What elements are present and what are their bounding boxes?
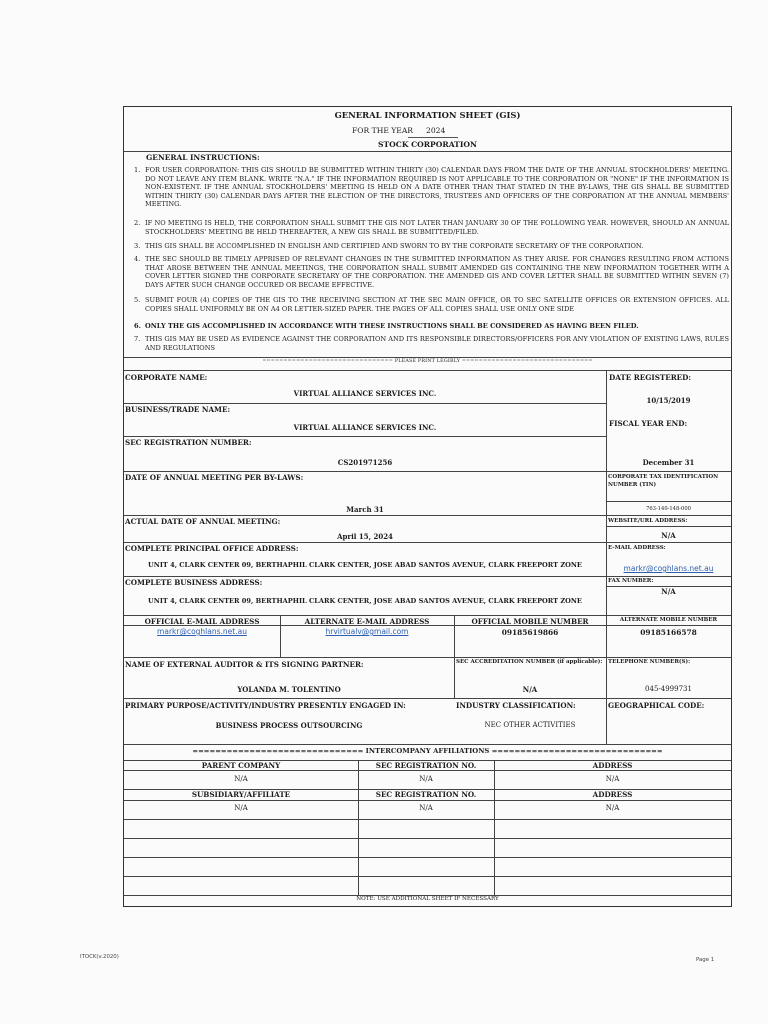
divider: [124, 403, 606, 404]
divider: [124, 542, 731, 543]
form-code: ITOCK(v.2020): [80, 954, 119, 960]
subsidiary-label: SUBSIDIARY/AFFILIATE: [191, 790, 291, 799]
alternate-email-label: ALTERNATE E-MAIL ADDRESS: [304, 617, 430, 626]
email-label: E-MAIL ADDRESS:: [608, 545, 666, 551]
subsidiary-sec-label: SEC REGISTRATION NO.: [375, 790, 477, 799]
divider: [124, 515, 731, 516]
telephone-label: TELEPHONE NUMBER(S):: [608, 659, 691, 665]
instruction-text: IF NO MEETING IS HELD, THE CORPORATION SHALL SUBMIT THE GIS NOT LATER THAN JANUARY 30 OF THE FOLLOWING YEAR. HOWEVER, SHOULD AN ANNUAL STOCKHOLDERS' MEETING BE HELD THEREAFTER, A NEW GIS SHALL BE SUBMITTED/FILED.: [145, 219, 729, 236]
year-value: 2024: [426, 126, 446, 135]
instruction-number: 4.: [134, 255, 141, 263]
divider: [124, 800, 731, 801]
header-divider: [124, 151, 731, 152]
divider: [124, 857, 731, 858]
date-registered-value: 10/15/2019: [646, 396, 691, 405]
divider: [124, 819, 731, 820]
instruction-number: 2.: [134, 219, 141, 227]
instructions-heading: GENERAL INSTRUCTIONS:: [146, 153, 260, 162]
divider: [124, 698, 731, 699]
actual-meeting-label: ACTUAL DATE OF ANNUAL MEETING:: [125, 517, 281, 526]
auditor-value: YOLANDA M. TOLENTINO: [237, 685, 341, 694]
print-legibly-banner: =============================== PLEASE PRINT LEGIBLY ===============================: [262, 359, 593, 364]
instruction-item: [134, 255, 729, 291]
telephone-value: 045-4999731: [645, 685, 692, 693]
instruction-text: THE SEC SHOULD BE TIMELY APPRISED OF RELEVANT CHANGES IN THE SUBMITTED INFORMATION AS THEY ARISE. FOR CHANGES RESULTING FROM ACTIONS THAT AROSE BETWEEN THE ANNUAL MEETINGS, THE CORPORATION SHALL SUBMIT AMENDED GIS CONTAINING THE NEW INFORMATION TOGETHER WITH A COVER LETTER SIGNED THE CORPORATE SECRETARY OF THE CORPORATION. THE AMENDED GIS AND COVER LETTER SHALL BE SUBMITTED WITHIN SEVEN (7) DAYS AFTER SUCH CHANGE OCCURED OR BECAME EFFECTIVE.: [145, 255, 729, 289]
instruction-item: [134, 296, 729, 314]
sec-accreditation-label: SEC ACCREDITATION NUMBER (if applicable):: [456, 659, 603, 665]
alternate-mobile-value: 09185166578: [640, 628, 697, 637]
divider: [124, 471, 731, 472]
business-address-label: COMPLETE BUSINESS ADDRESS:: [125, 578, 263, 587]
divider: [124, 657, 731, 658]
actual-meeting-value: April 15, 2024: [337, 532, 393, 541]
instruction-number: 3.: [134, 242, 141, 250]
corporate-name-label: CORPORATE NAME:: [125, 373, 208, 382]
parent-address-label: ADDRESS: [592, 761, 633, 770]
parent-company-value: N/A: [234, 775, 248, 783]
business-address-value: UNIT 4, CLARK CENTER 09, BERTHAPHIL CLARK CENTER, JOSE ABAD SANTOS AVENUE, CLARK FREEPORT ZONE: [148, 597, 582, 605]
instruction-item: [134, 322, 729, 331]
instruction-text: THIS GIS MAY BE USED AS EVIDENCE AGAINST THE CORPORATION AND ITS RESPONSIBLE DIRECTORS/OFFICERS FOR ANY VIOLATION OF EXISTING LAWS, RULES AND REGULATIONS: [145, 335, 729, 352]
official-email-link[interactable]: markr@coghlans.net.au: [157, 627, 247, 636]
divider: [124, 838, 731, 839]
trade-name-value: VIRTUAL ALLIANCE SERVICES INC.: [293, 423, 437, 432]
corp-type: STOCK CORPORATION: [378, 140, 477, 149]
form-title: GENERAL INFORMATION SHEET (GIS): [334, 110, 521, 120]
divider: [124, 876, 731, 877]
website-value: N/A: [661, 531, 676, 540]
instruction-text: FOR USER CORPORATION: THIS GIS SHOULD BE SUBMITTED WITHIN THIRTY (30) CALENDAR DAYS FROM THE DATE OF THE ANNUAL STOCKHOLDERS' MEETING. DO NOT LEAVE ANY ITEM BLANK. WRITE "N.A." IF THE INFORMATION REQUIRED IS NOT APPLICABLE TO THE CORPORATION OR "NONE" IF THE INFORMATION IS NON-EXISTENT. IF THE ANNUAL STOCKHOLDERS' MEETING IS HELD ON A DATE OTHER THAN THAT STATED IN THE BY-LAWS, THE GIS SHALL BE SUBMITTED WITHIN THIRTY (30) CALENDAR DAYS AFTER THE ELECTION OF THE DIRECTORS, TRUSTEES AND OFFICERS OF THE CORPORATION AT THE ANNUAL MEMBERS' MEETING.: [145, 166, 729, 209]
divider: [124, 615, 731, 616]
annual-meeting-bylaws-value: March 31: [346, 505, 384, 514]
parent-sec-label: SEC REGISTRATION NO.: [375, 761, 477, 770]
sec-registration-label: SEC REGISTRATION NUMBER:: [125, 438, 252, 447]
annual-meeting-bylaws-label: DATE OF ANNUAL MEETING PER BY-LAWS:: [125, 473, 304, 482]
divider: [606, 501, 731, 502]
official-mobile-value: 09185619866: [501, 628, 559, 637]
instruction-item: [134, 219, 729, 237]
page-number: Page 1: [696, 957, 715, 963]
alternate-email-link[interactable]: hrvirtualv@gmail.com: [325, 627, 409, 636]
instruction-number: 7.: [134, 335, 141, 343]
fiscal-year-end-label: FISCAL YEAR END:: [609, 419, 688, 428]
tin-value: 763-140-148-000: [646, 506, 691, 512]
instruction-item: [134, 166, 729, 210]
corporate-name-value: VIRTUAL ALLIANCE SERVICES INC.: [293, 389, 437, 398]
divider: [124, 576, 731, 577]
instruction-item: [134, 335, 729, 353]
divider: [606, 526, 731, 527]
sec-accreditation-value: N/A: [522, 685, 538, 694]
divider: [124, 436, 606, 437]
fax-label: FAX NUMBER:: [608, 578, 654, 584]
year-underline: [408, 137, 458, 138]
subsidiary-address-label: ADDRESS: [592, 790, 633, 799]
instruction-item: [134, 242, 729, 251]
parent-sec-value: N/A: [419, 775, 433, 783]
divider: [124, 370, 731, 371]
tin-label: CORPORATE TAX IDENTIFICATION NUMBER (TIN): [608, 474, 719, 488]
subsidiary-sec-value: N/A: [419, 804, 433, 812]
primary-purpose-value: BUSINESS PROCESS OUTSOURCING: [215, 721, 363, 730]
official-email-label: OFFICIAL E-MAIL ADDRESS: [144, 617, 260, 626]
sec-registration-value: CS201971256: [337, 458, 393, 467]
geographical-code-label: GEOGRAPHICAL CODE:: [608, 701, 705, 710]
primary-purpose-label: PRIMARY PURPOSE/ACTIVITY/INDUSTRY PRESENTLY ENGAGED IN:: [125, 701, 406, 710]
parent-company-label: PARENT COMPANY: [201, 761, 281, 770]
website-label: WEBSITE/URL ADDRESS:: [608, 518, 688, 524]
instruction-number: 1.: [134, 166, 141, 174]
date-registered-label: DATE REGISTERED:: [609, 373, 692, 382]
instruction-text: SUBMIT FOUR (4) COPIES OF THE GIS TO THE RECEIVING SECTION AT THE SEC MAIN OFFICE, OR TO SEC SATELLITE OFFICES OR EXTENSION OFFICES. ALL COPIES SHALL UNIFORMLY BE ON A4 OR LETTER-SIZED PAPER. THE PAGES OF ALL COPIES SHALL USE ONLY ONE SIDE: [145, 296, 729, 313]
fiscal-year-end-value: December 31: [642, 458, 695, 467]
right-column-divider: [606, 370, 607, 615]
for-the-year-label: FOR THE YEAR: [352, 126, 414, 135]
parent-address-value: N/A: [605, 775, 620, 783]
affiliations-banner: ============================== INTERCOMPANY AFFILIATIONS ==============================: [192, 747, 663, 755]
principal-office-value: UNIT 4, CLARK CENTER 09, BERTHAPHIL CLARK CENTER, JOSE ABAD SANTOS AVENUE, CLARK FREEPORT ZONE: [148, 561, 582, 569]
trade-name-label: BUSINESS/TRADE NAME:: [125, 405, 231, 414]
instruction-text: THIS GIS SHALL BE ACCOMPLISHED IN ENGLISH AND CERTIFIED AND SWORN TO BY THE CORPORATE SECRETARY OF THE CORPORATION.: [145, 242, 644, 250]
divider: [124, 770, 731, 771]
instruction-number: 6.: [134, 322, 141, 330]
instruction-text: ONLY THE GIS ACCOMPLISHED IN ACCORDANCE WITH THESE INSTRUCTIONS SHALL BE CONSIDERED AS HAVING BEEN FILED.: [145, 322, 639, 330]
additional-sheet-note: NOTE: USE ADDITIONAL SHEET IF NECESSARY: [356, 896, 499, 902]
instruction-number: 5.: [134, 296, 141, 304]
principal-office-label: COMPLETE PRINCIPAL OFFICE ADDRESS:: [125, 544, 299, 553]
industry-classification-label: INDUSTRY CLASSIFICATION:: [456, 701, 576, 710]
industry-classification-value: NEC OTHER ACTIVITIES: [484, 721, 576, 729]
divider: [124, 744, 731, 745]
divider: [124, 357, 731, 358]
subsidiary-address-value: N/A: [605, 804, 620, 812]
alternate-mobile-label: ALTERNATE MOBILE NUMBER: [619, 617, 718, 623]
auditor-label: NAME OF EXTERNAL AUDITOR & ITS SIGNING PARTNER:: [125, 660, 364, 669]
official-mobile-label: OFFICIAL MOBILE NUMBER: [471, 617, 589, 626]
email-link[interactable]: markr@coghlans.net.au: [623, 564, 714, 573]
fax-value: N/A: [661, 587, 676, 596]
subsidiary-value: N/A: [234, 804, 248, 812]
